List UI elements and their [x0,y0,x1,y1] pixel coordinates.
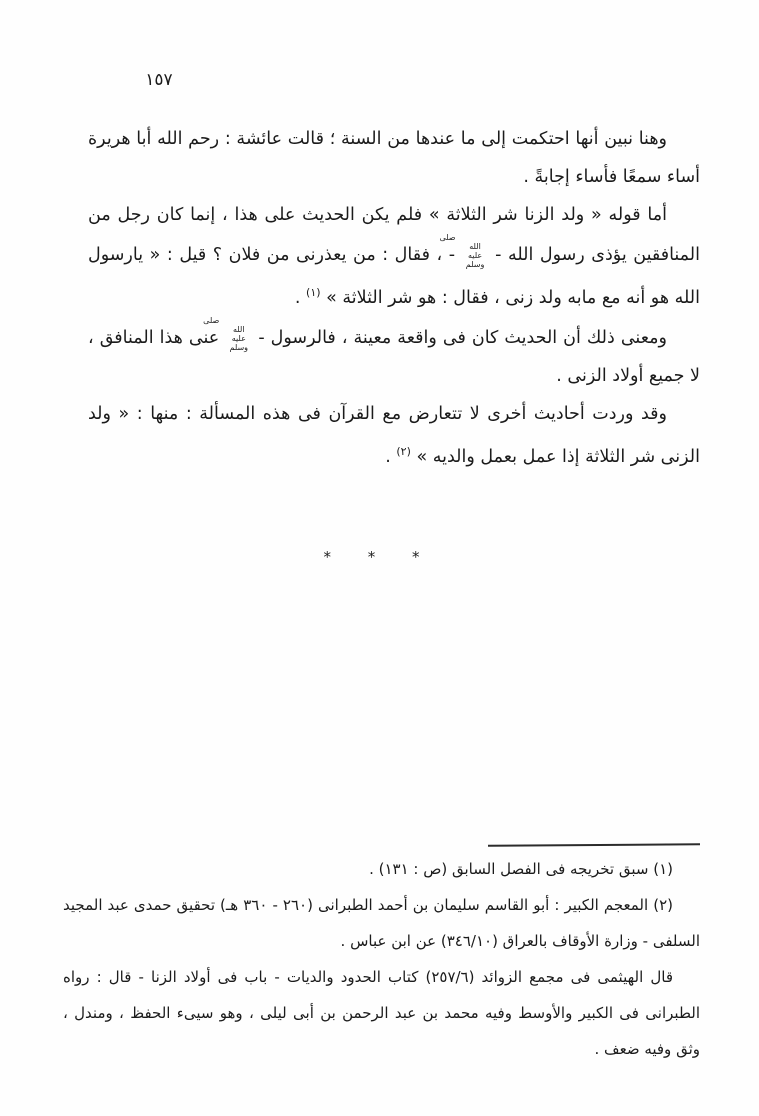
prophet-honorific-mark: صلى الله عليه وسلم [439,233,485,269]
footnote-1: (١) سبق تخريجه فى الفصل السابق (ص : ١٣١) . [369,860,673,878]
body-text [88,120,700,476]
paragraph-2 [88,196,700,317]
paragraph-2-text-c: . [294,287,307,308]
paragraph-2-text-b: - ، فقال : من يعذرنى من فلان ؟ قيل : « يارسول الله هو أنه مع مابه ولد زنى ، فقال : هو شر الثلاثة » [88,244,700,308]
paragraph-3-text-b: عنى هذا المنافق ، لا جميع أولاد الزنى . [88,327,700,386]
page-number: ١٥٧ [145,70,173,90]
paragraph-3-text-a: ومعنى ذلك أن الحديث كان فى واقعة معينة ، فالرسول - [252,327,667,348]
paragraph-2-text-a: أما قوله « ولد الزنا شر الثلاثة » فلم يكن الحديث على هذا ، إنما كان رجل من المنافقين يؤذى رسول الله - [88,205,700,265]
footnote-2: (٢) المعجم الكبير : أبو القاسم سليمان بن أحمد الطبرانى (٢٦٠ - ٣٦٠ هـ) تحقيق حمدى عبد المجيد السلفى - وزارة الأوقاف بالعراق (٣٤٦/١٠) عن ابن عباس . [63,896,700,950]
paragraph-1-text: وهنا نبين أنها احتكمت إلى ما عندها من السنة ؛ قالت عائشة : رحم الله أبا هريرة أساء سمعًا فأساء إجابةً . [88,129,700,187]
paragraph-3 [88,317,700,395]
paragraph-4 [88,395,700,476]
paragraph-4-text-a: وقد وردت أحاديث أخرى لا تتعارض مع القرآن فى هذه المسألة : منها : « ولد الزنى شر الثلاثة إذا عمل بعمل والديه » [88,403,700,467]
footnote-divider-rule [488,843,700,846]
footnote-ref-1: (١) [306,285,321,299]
footnotes-block [63,851,700,1067]
footnote-ref-2: (٢) [396,444,411,458]
section-separator-stars: * * * [323,548,436,566]
prophet-honorific-mark: صلى الله عليه وسلم [203,315,249,352]
paragraph-1 [88,120,700,196]
footnote-3: قال الهيثمى فى مجمع الزوائد (٢٥٧/٦) كتاب الحدود والديات - باب فى أولاد الزنا - قال : رواه الطبرانى فى الكبير والأوسط وفيه محمد بن عبد الرحمن بن أبى ليلى ، وهو سيىء الحفظ ، ومندل ، وثق وفيه ضعف . [63,968,700,1058]
paragraph-4-text-b: . [385,446,397,467]
